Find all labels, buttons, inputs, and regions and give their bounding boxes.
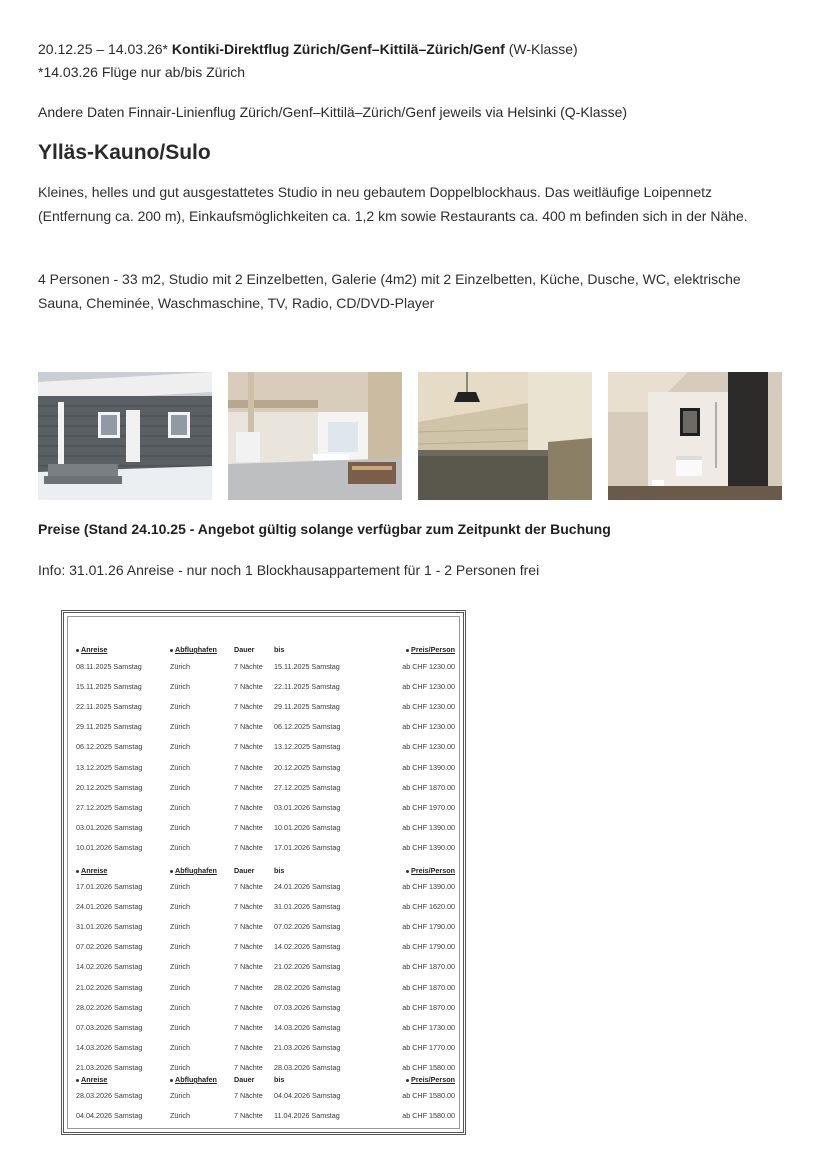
column-header-anreise[interactable]	[76, 645, 107, 654]
cell-bis: 06.12.2025 Samstag	[274, 722, 341, 732]
cell-preis: ab CHF 1870.00	[402, 782, 455, 792]
cell-anreise: 10.01.2026 Samstag	[76, 842, 143, 852]
cell-dauer: 7 Nächte	[234, 882, 263, 891]
table-row[interactable]	[64, 841, 463, 855]
table-header	[64, 1073, 463, 1087]
cell-preis: ab CHF 1730.00	[402, 1022, 455, 1032]
cell-abflughafen: Zürich	[170, 962, 190, 972]
cell-anreise: 21.02.2026 Samstag	[76, 982, 143, 992]
table-row[interactable]	[64, 680, 463, 694]
cell-anreise: 28.03.2026 Samstag	[76, 1091, 143, 1100]
cell-anreise: 17.01.2026 Samstag	[76, 882, 143, 891]
cell-anreise: 28.02.2026 Samstag	[76, 1002, 143, 1012]
cell-bis: 13.12.2025 Samstag	[274, 742, 341, 752]
column-header-label: Preis/Person	[411, 866, 455, 875]
flight-line	[38, 39, 578, 59]
cell-dauer: 7 Nächte	[234, 1111, 263, 1120]
cell-bis: 27.12.2025 Samstag	[274, 782, 341, 792]
cell-abflughafen: Zürich	[170, 1002, 190, 1012]
bathroom-photo-image	[608, 372, 782, 500]
cell-abflughafen: Zürich	[170, 942, 190, 952]
column-header-label: Anreise	[81, 645, 108, 654]
cell-abflughafen: Zürich	[170, 782, 190, 792]
flight-route: Kontiki-Direktflug Zürich/Genf–Kittilä–Zürich/Genf	[171, 41, 505, 57]
cell-preis: ab CHF 1390.00	[402, 762, 455, 772]
column-header-label: Preis/Person	[411, 645, 455, 654]
cell-dauer: 7 Nächte	[234, 942, 263, 952]
bullet-icon	[76, 1079, 79, 1082]
cell-abflughafen: Zürich	[170, 922, 190, 932]
cell-anreise: 24.01.2026 Samstag	[76, 902, 143, 912]
cell-dauer: 7 Nächte	[234, 742, 263, 752]
table-header	[64, 643, 463, 657]
table-row[interactable]	[64, 920, 463, 934]
cell-bis: 15.11.2025 Samstag	[274, 662, 340, 671]
cell-preis: ab CHF 1230.00	[402, 662, 455, 671]
cell-dauer: 7 Nächte	[234, 962, 263, 972]
cell-bis: 21.03.2026 Samstag	[274, 1042, 341, 1052]
column-header-abflughafen[interactable]	[170, 1075, 217, 1084]
table-row[interactable]	[64, 940, 463, 954]
column-header-bis[interactable]	[274, 1075, 284, 1084]
cell-bis: 29.11.2025 Samstag	[274, 702, 340, 712]
column-header-label: Anreise	[81, 866, 108, 875]
column-header-dauer[interactable]	[234, 1075, 254, 1084]
table-row[interactable]	[64, 880, 463, 894]
availability-info: Info: 31.01.26 Anreise - nur noch 1 Blockhausappartement für 1 - 2 Personen frei	[38, 562, 540, 578]
property-description: Kleines, helles und gut ausgestattetes Studio in neu gebautem Doppelblockhaus. Das weitläufige Loipennetz (Entfernung ca. 200 m), Einkaufsmöglichkeiten ca. 1,2 km sowie Restaurants ca. 400 m befinden sich in der Nähe.	[38, 184, 748, 224]
cell-preis: ab CHF 1870.00	[402, 982, 455, 992]
column-header-label: Dauer	[234, 1075, 255, 1084]
bullet-icon	[406, 649, 409, 652]
cell-abflughafen: Zürich	[170, 682, 190, 692]
cell-preis: ab CHF 1770.00	[402, 1042, 455, 1052]
cell-dauer: 7 Nächte	[234, 1062, 263, 1072]
cell-abflughafen: Zürich	[170, 1091, 190, 1100]
cell-dauer: 7 Nächte	[234, 1091, 263, 1100]
bullet-icon	[76, 870, 79, 873]
bullet-icon	[170, 870, 173, 873]
cell-anreise: 13.12.2025 Samstag	[76, 762, 143, 772]
bullet-icon	[76, 649, 79, 652]
cell-anreise: 07.02.2026 Samstag	[76, 942, 143, 952]
cell-preis: ab CHF 1390.00	[402, 842, 455, 852]
cell-preis: ab CHF 1580.00	[402, 1111, 455, 1120]
cell-dauer: 7 Nächte	[234, 702, 263, 712]
cell-anreise: 06.12.2025 Samstag	[76, 742, 143, 752]
cell-abflughafen: Zürich	[170, 1042, 190, 1052]
cell-preis: ab CHF 1230.00	[402, 682, 455, 692]
cell-preis: ab CHF 1870.00	[402, 1002, 455, 1012]
cell-bis: 07.03.2026 Samstag	[274, 1002, 341, 1012]
cell-preis: ab CHF 1970.00	[402, 802, 455, 812]
property-title: Ylläs-Kauno/Sulo	[38, 141, 211, 164]
cell-dauer: 7 Nächte	[234, 802, 263, 812]
price-table	[61, 610, 466, 1135]
table-row[interactable]	[64, 720, 463, 734]
column-header-label: Abflughafen	[175, 645, 217, 654]
cell-abflughafen: Zürich	[170, 822, 190, 832]
column-header-bis[interactable]	[274, 645, 284, 654]
cell-anreise: 07.03.2026 Samstag	[76, 1022, 143, 1032]
exterior-photo-image	[38, 372, 212, 500]
cell-dauer: 7 Nächte	[234, 682, 263, 692]
column-header-anreise[interactable]	[76, 1075, 107, 1084]
cell-preis: ab CHF 1790.00	[402, 922, 455, 932]
cell-abflughafen: Zürich	[170, 662, 190, 671]
cell-dauer: 7 Nächte	[234, 722, 263, 732]
column-header-label: bis	[274, 1075, 285, 1084]
column-header-dauer[interactable]	[234, 645, 254, 654]
column-header-anreise[interactable]	[76, 866, 107, 875]
cell-dauer: 7 Nächte	[234, 1002, 263, 1012]
column-header-label: bis	[274, 866, 285, 875]
cell-preis: ab CHF 1230.00	[402, 722, 455, 732]
cell-abflughafen: Zürich	[170, 742, 190, 752]
column-header-label: bis	[274, 645, 285, 654]
cell-bis: 17.01.2026 Samstag	[274, 842, 341, 852]
cell-dauer: 7 Nächte	[234, 1042, 263, 1052]
column-header-abflughafen[interactable]	[170, 866, 217, 875]
cell-dauer: 7 Nächte	[234, 842, 263, 852]
photo-sleeping-area[interactable]	[418, 372, 592, 500]
column-header-abflughafen[interactable]	[170, 645, 217, 654]
cell-abflughafen: Zürich	[170, 802, 190, 812]
cell-anreise: 27.12.2025 Samstag	[76, 802, 143, 812]
cell-preis: ab CHF 1390.00	[402, 822, 455, 832]
cell-bis: 04.04.2026 Samstag	[274, 1091, 341, 1100]
column-header-dauer[interactable]	[234, 866, 254, 875]
table-row[interactable]	[64, 740, 463, 754]
cell-preis: ab CHF 1390.00	[402, 882, 455, 891]
cell-abflughafen: Zürich	[170, 842, 190, 852]
cell-preis: ab CHF 1230.00	[402, 742, 455, 752]
interior-loft-photo-image	[228, 372, 402, 500]
flight-class: (W-Klasse)	[508, 41, 578, 57]
prices-heading: Preise (Stand 24.10.25 - Angebot gültig solange verfügbar zum Zeitpunkt der Buchung	[38, 521, 611, 537]
cell-anreise: 08.11.2025 Samstag	[76, 662, 142, 671]
table-header	[64, 864, 463, 878]
cell-abflughafen: Zürich	[170, 1022, 190, 1032]
sleeping-area-photo-image	[418, 372, 592, 500]
cell-abflughafen: Zürich	[170, 702, 190, 712]
cell-anreise: 14.03.2026 Samstag	[76, 1042, 143, 1052]
column-header-bis[interactable]	[274, 866, 284, 875]
cell-anreise: 14.02.2026 Samstag	[76, 962, 143, 972]
cell-dauer: 7 Nächte	[234, 662, 263, 671]
cell-dauer: 7 Nächte	[234, 1022, 263, 1032]
bullet-icon	[170, 1079, 173, 1082]
table-row[interactable]	[64, 960, 463, 974]
column-header-label: Preis/Person	[411, 1075, 455, 1084]
cell-bis: 10.01.2026 Samstag	[274, 822, 341, 832]
cell-preis: ab CHF 1580.00	[402, 1062, 455, 1072]
cell-dauer: 7 Nächte	[234, 902, 263, 912]
bullet-icon	[406, 870, 409, 873]
column-header-preis[interactable]	[406, 645, 455, 654]
column-header-label: Dauer	[234, 645, 255, 654]
cell-abflughafen: Zürich	[170, 902, 190, 912]
table-row[interactable]	[64, 1109, 463, 1123]
cell-bis: 22.11.2025 Samstag	[274, 682, 340, 692]
cell-anreise: 20.12.2025 Samstag	[76, 782, 143, 792]
cell-anreise: 21.03.2026 Samstag	[76, 1062, 143, 1072]
column-header-preis[interactable]	[406, 1075, 455, 1084]
cell-anreise: 15.11.2025 Samstag	[76, 682, 142, 692]
cell-dauer: 7 Nächte	[234, 762, 263, 772]
cell-bis: 03.01.2026 Samstag	[274, 802, 341, 812]
table-row[interactable]	[64, 821, 463, 835]
cell-preis: ab CHF 1230.00	[402, 702, 455, 712]
cell-abflughafen: Zürich	[170, 1062, 190, 1072]
cell-bis: 07.02.2026 Samstag	[274, 922, 341, 932]
column-header-label: Abflughafen	[175, 866, 217, 875]
photo-bathroom[interactable]	[608, 372, 782, 500]
photo-exterior[interactable]	[38, 372, 212, 500]
table-row[interactable]	[64, 1041, 463, 1055]
flight-note: *14.03.26 Flüge nur ab/bis Zürich	[38, 64, 246, 80]
cell-dauer: 7 Nächte	[234, 782, 263, 792]
cell-preis: ab CHF 1620.00	[402, 902, 455, 912]
cell-anreise: 29.11.2025 Samstag	[76, 722, 142, 732]
column-header-label: Abflughafen	[175, 1075, 217, 1084]
table-row[interactable]	[64, 761, 463, 775]
bullet-icon	[406, 1079, 409, 1082]
cell-abflughafen: Zürich	[170, 1111, 190, 1120]
cell-bis: 14.03.2026 Samstag	[274, 1022, 341, 1032]
cell-bis: 28.02.2026 Samstag	[274, 982, 341, 992]
cell-dauer: 7 Nächte	[234, 922, 263, 932]
table-row[interactable]	[64, 1021, 463, 1035]
cell-anreise: 04.04.2026 Samstag	[76, 1111, 143, 1120]
cell-bis: 28.03.2026 Samstag	[274, 1062, 341, 1072]
cell-anreise: 31.01.2026 Samstag	[76, 922, 143, 932]
bullet-icon	[170, 649, 173, 652]
cell-preis: ab CHF 1870.00	[402, 962, 455, 972]
cell-abflughafen: Zürich	[170, 722, 190, 732]
cell-abflughafen: Zürich	[170, 882, 190, 891]
flight-other: Andere Daten Finnair-Linienflug Zürich/Genf–Kittilä–Zürich/Genf jeweils via Helsinki (Q-Klasse)	[38, 104, 628, 120]
column-header-preis[interactable]	[406, 866, 455, 875]
table-row[interactable]	[64, 900, 463, 914]
cell-abflughafen: Zürich	[170, 982, 190, 992]
table-row[interactable]	[64, 660, 463, 674]
cell-bis: 31.01.2026 Samstag	[274, 902, 341, 912]
cell-abflughafen: Zürich	[170, 762, 190, 772]
cell-preis: ab CHF 1790.00	[402, 942, 455, 952]
column-header-label: Dauer	[234, 866, 255, 875]
table-row[interactable]	[64, 1001, 463, 1015]
cell-anreise: 22.11.2025 Samstag	[76, 702, 142, 712]
cell-bis: 24.01.2026 Samstag	[274, 882, 341, 891]
table-row[interactable]	[64, 1089, 463, 1103]
cell-bis: 21.02.2026 Samstag	[274, 962, 341, 972]
cell-bis: 20.12.2025 Samstag	[274, 762, 341, 772]
photo-interior-loft[interactable]	[228, 372, 402, 500]
cell-bis: 14.02.2026 Samstag	[274, 942, 341, 952]
cell-dauer: 7 Nächte	[234, 822, 263, 832]
table-row[interactable]	[64, 700, 463, 714]
cell-anreise: 03.01.2026 Samstag	[76, 822, 143, 832]
cell-bis: 11.04.2026 Samstag	[274, 1111, 340, 1120]
column-header-label: Anreise	[81, 1075, 108, 1084]
table-row[interactable]	[64, 781, 463, 795]
cell-preis: ab CHF 1580.00	[402, 1091, 455, 1100]
table-row[interactable]	[64, 981, 463, 995]
table-row[interactable]	[64, 801, 463, 815]
cell-dauer: 7 Nächte	[234, 982, 263, 992]
property-features: 4 Personen - 33 m2, Studio mit 2 Einzelbetten, Galerie (4m2) mit 2 Einzelbetten, Küche, Dusche, WC, elektrische Sauna, Cheminée, Waschmaschine, TV, Radio, CD/DVD-Player	[38, 271, 741, 311]
flight-dates: 20.12.25 – 14.03.26*	[38, 41, 169, 57]
